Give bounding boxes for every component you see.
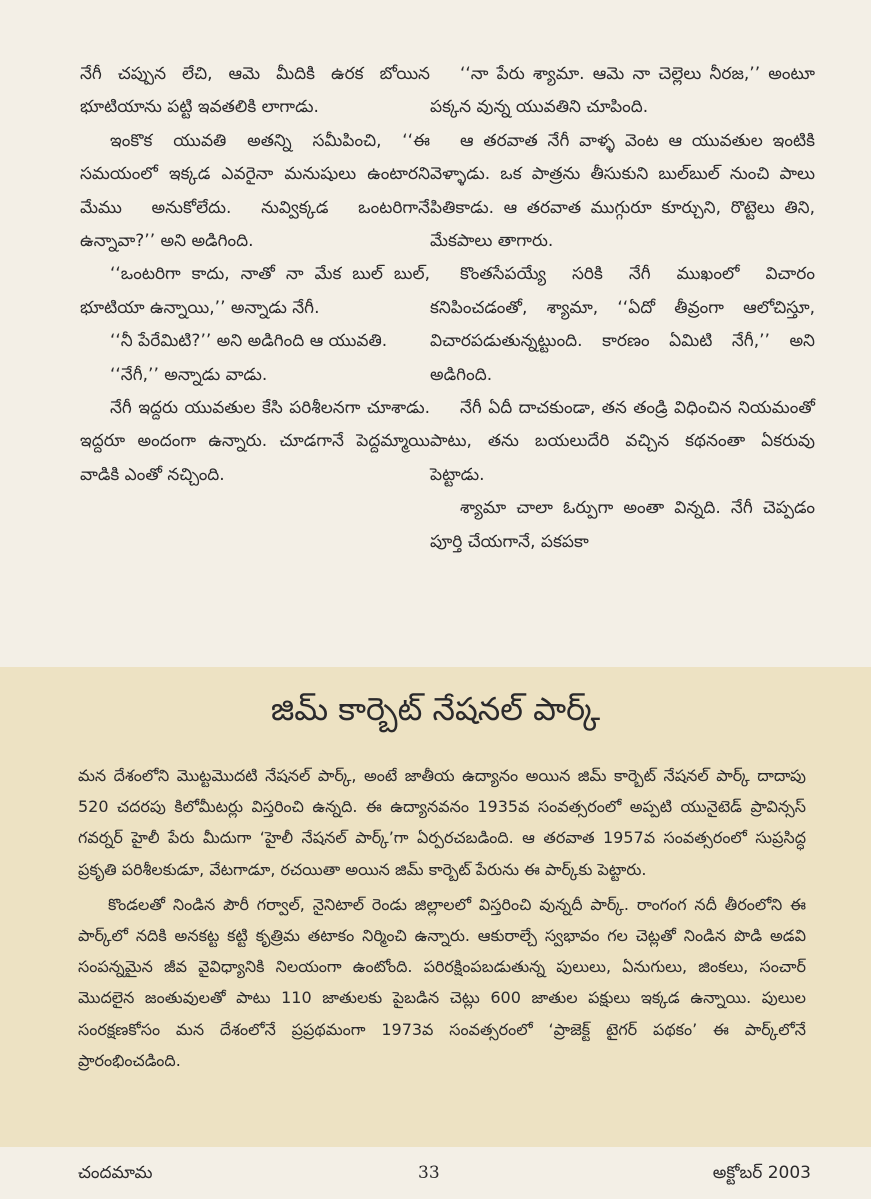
story-paragraph: ‘‘నేగీ,’’ అన్నాడు వాడు. bbox=[110, 364, 268, 385]
info-paragraph: మన దేశంలోని మొట్టమొదటి నేషనల్ పార్క్, అంటే జాతీయ ఉద్యానం అయిన జిమ్ కార్బెట్ నేషనల్ పార్క్ దాదాపు 520 చదరపు కిలోమీటర్లు విస్తరించి ఉన్నది. ఈ ఉద్యానవనం 1935వ సంవత్సరంలో అప్పటి యునైటెడ్ ప్రావిన్సస్ గవర్నర్ హైలీ పేరు మీదుగా ‘హైలీ నేషనల్ పార్క్’గా ఏర్పరచబడింది. ఆ తరవాత 1957వ సంవత్సరంలో సుప్రసిద్ధ ప్రకృతి పరిశీలకుడూ, వేటగాడూ, రచయితా అయిన జిమ్ కార్బెట్ పేరును ఈ పార్క్‌కు పెట్టారు. bbox=[78, 766, 806, 879]
issue-date: అక్టోబర్ 2003 bbox=[712, 1163, 811, 1183]
info-box-title: జిమ్ కార్బెట్ నేషనల్ పార్క్ bbox=[270, 690, 601, 728]
info-box-body bbox=[78, 760, 806, 1076]
story-paragraph: ఇంకొక యువతి అతన్ని సమీపించి, ‘‘ఈ సమయంలో ఇక్కడ ఎవరైనా మనుషులు ఉంటారని మేము అనుకోలేదు. నువ్విక్కడ ఒంటరిగానే ఉన్నావా?’’ అని అడిగింది. bbox=[80, 130, 430, 252]
story-paragraph: ‘‘నా పేరు శ్యామా. ఆమె నా చెల్లెలు నీరజ,’’ అంటూ పక్కన వున్న యువతిని చూపింది. bbox=[430, 64, 815, 118]
story-left-column bbox=[80, 58, 430, 492]
story-paragraph: ‘‘నీ పేరేమిటి?’’ అని అడిగింది ఆ యువతి. bbox=[110, 331, 388, 352]
info-paragraph: కొండలతో నిండిన పౌరీ గర్వాల్, నైనిటాల్ రెండు జిల్లాలలో విస్తరించి వున్నదీ పార్క్. రాంగంగ నదీ తీరంలోని ఈ పార్క్‌లో నదికి అనకట్ట కట్టి కృత్రిమ తటాకం నిర్మించి ఉన్నారు. ఆకురాల్చే స్వభావం గల చెట్లతో నిండిన పొడి అడవి సంపన్నమైన జీవ వైవిధ్యానికి నిలయంగా ఉంటోంది. పరిరక్షింపబడుతున్న పులులు, ఏనుగులు, జింకలు, సంచార్ మొదలైన జంతువులతో పాటు 110 జాతులకు పైబడిన చెట్లు 600 జాతుల పక్షులు ఇక్కడ ఉన్నాయి. పులుల సంరక్షణకోసం మన దేశంలోనే ప్రప్రథమంగా 1973వ సంవత్సరంలో ‘ప్రాజెక్ట్ టైగర్ పథకం’ ఈ పార్క్‌లోనే ప్రారంభించడింది. bbox=[78, 894, 806, 1070]
story-paragraph: ‘‘ఒంటరిగా కాదు, నాతో నా మేక బుల్ బుల్, భూటియా ఉన్నాయి,’’ అన్నాడు నేగీ. bbox=[80, 264, 430, 318]
page-number: 33 bbox=[418, 1163, 440, 1183]
story-right-column bbox=[430, 58, 815, 559]
page-footer bbox=[0, 1158, 871, 1188]
story-paragraph: నేగీ చప్పున లేచి, ఆమె మీదికి ఉరక బోయిన భూటియాను పట్టి ఇవతలికి లాగాడు. bbox=[80, 64, 430, 118]
story-paragraph: నేగీ ఏదీ దాచకుండా, తన తండ్రి విధించిన నియమంతో పాటు, తను బయలుదేరి వచ్చిన కథనంతా ఏకరువు పెట్టాడు. bbox=[430, 398, 815, 485]
story-paragraph: ఆ తరవాత నేగీ వాళ్ళ వెంట ఆ యువతుల ఇంటికి వెళ్ళాడు. ఒక పాత్రను తీసుకుని బుల్‌బుల్ నుంచి పాలు పితికాడు. ఆ తరవాత ముగ్గురూ కూర్చుని, రొట్టెలు తిని, మేకపాలు తాగారు. bbox=[430, 130, 815, 252]
story-paragraph: కొంతసేపయ్యే సరికి నేగీ ముఖంలో విచారం కనిపించడంతో, శ్యామా, ‘‘ఏదో తీవ్రంగా ఆలోచిస్తూ, విచారపడుతున్నట్టుంది. కారణం ఏమిటి నేగీ,’’ అని అడిగింది. bbox=[430, 264, 815, 385]
story-paragraph: నేగీ ఇద్దరు యువతుల కేసి పరిశీలనగా చూశాడు. ఇద్దరూ అందంగా ఉన్నారు. చూడగానే పెద్దమ్మాయి వాడికి ఎంతో నచ్చింది. bbox=[80, 398, 430, 485]
story-paragraph: శ్యామా చాలా ఓర్పుగా అంతా విన్నది. నేగీ చెప్పడం పూర్తి చేయగానే, పకపకా bbox=[430, 498, 815, 552]
magazine-name: చందమామ bbox=[78, 1163, 153, 1183]
